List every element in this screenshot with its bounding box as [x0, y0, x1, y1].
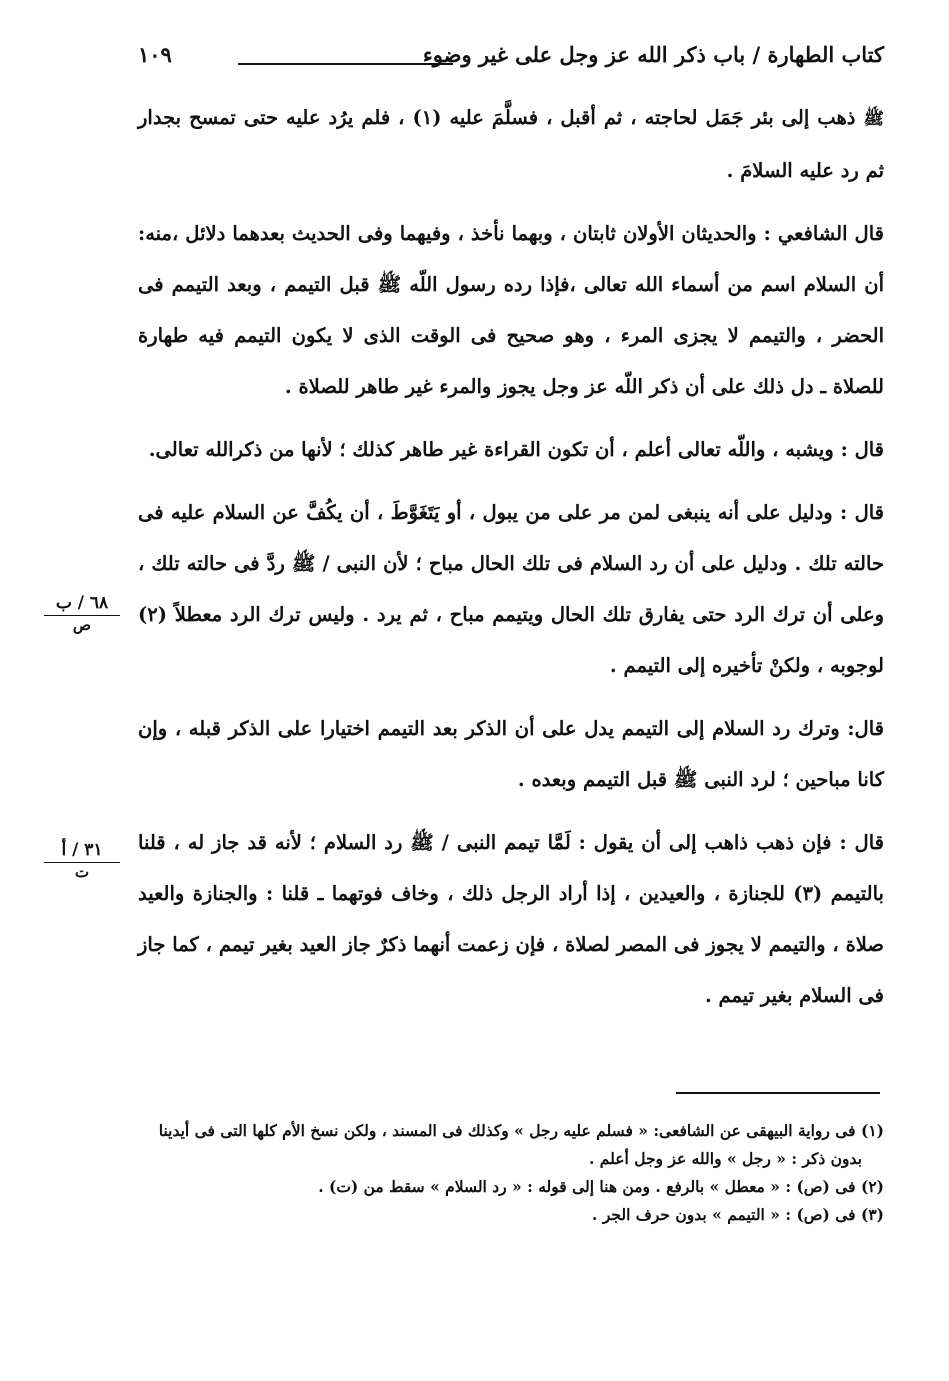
- paragraph-lead: قال الشافعي :: [763, 222, 884, 245]
- paragraph-1: [138, 92, 884, 196]
- manuscript-siglum: ص: [72, 616, 92, 634]
- paragraph-text: والحديثان الأولان ثابتان ، وبهما نأخذ ، وفيهما وفى الحديث بعدهما دلائل ،منه: أن السلام اسم من أسماء الله تعالى ،فإذا رده رسول اللّه ﷺ قبل التيمم ، وبعد التيمم فى الحضر ، والتيمم لا يجزى المرء ، وهو صحيح فى الوقت الذى لا يكون التيمم فيه طهارة للصلاة ـ دل ذلك على أن ذكر اللّه عز وجل يجوز والمرء غير طاهر للصلاة .: [138, 222, 884, 398]
- main-text: [138, 92, 884, 1033]
- manuscript-siglum: ت: [74, 863, 90, 881]
- paragraph-6: [138, 817, 884, 1021]
- paragraph-lead: قال :: [839, 831, 884, 854]
- paragraph-2: [138, 208, 884, 412]
- manuscript-folio: ٦٨ / ب: [44, 593, 120, 616]
- manuscript-ref-2: [44, 840, 120, 881]
- footnotes: [138, 1117, 884, 1229]
- footnote-text: (٣) فى (ص) : « التيمم » بدون حرف الجر .: [592, 1205, 884, 1224]
- paragraph-text: ودليل على أنه ينبغى لمن مر على من يبول ، أو يَتَغَوَّطَ ، أن يكُفَّ عن السلام عليه فى حالته تلك . ودليل على أن رد السلام فى تلك الحال مباح ؛ لأن النبى / ﷺ ردَّ فى حالته تلك ، وعلى أن ترك الرد حتى يفارق تلك الحال ويتيمم مباح ، ثم يرد . وليس ترك الرد معطلاً (٢) لوجوبه ، ولكنْ تأخيره إلى التيمم .: [138, 501, 884, 677]
- paragraph-lead: قال:: [847, 717, 884, 740]
- paragraph-text: وترك رد السلام إلى التيمم يدل على أن الذكر بعد التيمم اختيارا على الذكر قبله ، وإن كانا مباحين ؛ لرد النبى ﷺ قبل التيمم وبعده .: [138, 717, 884, 791]
- paragraph-4: [138, 487, 884, 691]
- header-rule: [238, 63, 453, 65]
- page-number: ١٠٩: [138, 42, 172, 67]
- footnote-separator: [676, 1092, 880, 1094]
- salutation-glyph: ﷺ: [863, 109, 885, 129]
- paragraph-5: [138, 703, 884, 805]
- footnote-text: (١) فى رواية البيهقى عن الشافعى: « فسلم عليه رجل » وكذلك فى المسند ، ولكن نسخ الأم كلها التى فى أيدينا: [158, 1121, 884, 1140]
- footnote-text: (٢) فى (ص) : « معطل » بالرفع . ومن هنا إلى قوله : « رد السلام » سقط من (ت) .: [318, 1177, 884, 1196]
- chapter-title: كتاب الطهارة / باب ذكر الله عز وجل على غير وضوء: [422, 42, 884, 67]
- paragraph-lead: قال :: [840, 501, 884, 524]
- paragraph-text: ويشبه ، واللّه تعالى أعلم ، أن تكون القراءة غير طاهر كذلك ؛ لأنها من ذكرالله تعالى.: [148, 438, 834, 461]
- footnote-continuation: بدون ذكر : « رجل » والله عز وجل أعلم .: [589, 1149, 862, 1168]
- running-header: [138, 42, 884, 82]
- footnote-1: [138, 1117, 884, 1173]
- footnote-3: [138, 1201, 884, 1229]
- paragraph-text: ذهب إلى بئر جَمَل لحاجته ، ثم أقبل ، فسلَّمَ عليه (١) ، فلم يرُد عليه حتى تمسح بجدار ثم رد عليه السلامَ .: [138, 106, 884, 182]
- paragraph-3: [138, 424, 884, 475]
- manuscript-folio: ٣١ / أ: [44, 840, 120, 863]
- manuscript-ref-1: [44, 593, 120, 634]
- paragraph-lead: قال :: [840, 438, 884, 461]
- paragraph-text: فإن ذهب ذاهب إلى أن يقول : لَمَّا تيمم النبى / ﷺ رد السلام ؛ لأنه قد جاز له ، قلنا بالتيمم (٣) للجنازة ، والعيدين ، إذا أراد الرجل ذلك ، وخاف فوتهما ـ قلنا : والجنازة والعيد صلاة ، والتيمم لا يجوز فى المصر لصلاة ، فإن زعمت أنهما ذكرٌ جاز العيد بغير تيمم ، كما جاز فى السلام بغير تيمم .: [138, 831, 884, 1007]
- footnote-2: [138, 1173, 884, 1201]
